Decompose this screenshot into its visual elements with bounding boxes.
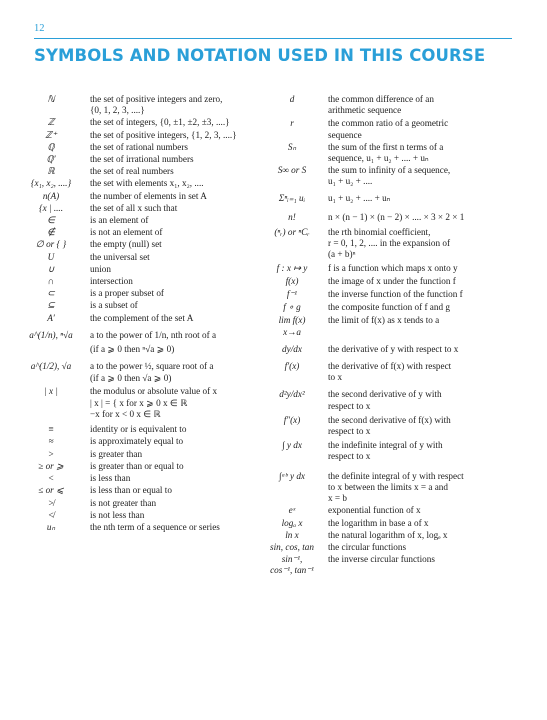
- notation-row: [256, 118, 546, 140]
- notation-description: u₁ + u₂ + .... + uₙ: [328, 192, 391, 203]
- notation-symbol: ℚ: [47, 141, 55, 152]
- notation-symbol: U: [47, 251, 55, 262]
- notation-description: is greater than or equal to: [90, 460, 184, 471]
- notation-symbol: f⁻¹: [286, 289, 298, 300]
- notation-description: the set with elements x₁, x₂, ....: [90, 178, 204, 189]
- notation-description: is less than or equal to: [90, 485, 172, 496]
- notation-description: the circular functions: [328, 541, 407, 552]
- notation-description: is not an element of: [90, 227, 163, 238]
- notation-row: [12, 300, 282, 311]
- notation-symbol: ≯: [47, 497, 55, 508]
- notation-symbol: a^(1/2), √a: [30, 361, 72, 372]
- notation-description: f is a function which maps x onto y: [328, 262, 458, 273]
- notation-description: the image of x under the function f: [328, 275, 456, 286]
- notation-symbol: ≤ or ⩽: [38, 485, 64, 496]
- notation-description: the set of positive integers and zero, {0, 1, 2, 3, ....}: [90, 94, 223, 116]
- notation-symbol: ≡: [47, 424, 55, 435]
- notation-symbol: ∩: [47, 276, 55, 287]
- notation-row: [256, 302, 546, 313]
- right-notation-column: [256, 94, 546, 577]
- notation-row: [256, 142, 546, 164]
- notation-row: [256, 315, 546, 337]
- notation-description: is a subset of: [90, 300, 138, 311]
- notation-symbol: <: [47, 473, 55, 484]
- notation-description: the universal set: [90, 251, 150, 262]
- notation-description: the logarithm in base a of x: [328, 517, 429, 528]
- left-notation-column: [12, 94, 282, 533]
- notation-symbol: ≮: [47, 509, 55, 520]
- notation-description: intersection: [90, 276, 133, 287]
- notation-description: the set of integers, {0, ±1, ±2, ±3, ....}: [90, 117, 230, 128]
- notation-symbol: ∈: [46, 215, 55, 226]
- notation-row: [256, 471, 546, 505]
- notation-row: [12, 203, 282, 214]
- notation-row: [256, 289, 546, 300]
- notation-symbol: dy/dx: [282, 343, 302, 354]
- notation-description: the derivative of y with respect to x: [328, 343, 459, 354]
- notation-row: [12, 361, 282, 372]
- notation-description: the empty (null) set: [90, 239, 162, 250]
- notation-description: the sum to infinity of a sequence, u₁ + u₂ + ....: [328, 165, 451, 187]
- notation-row: [256, 227, 546, 261]
- notation-row: [256, 193, 546, 204]
- notation-row: [256, 440, 546, 462]
- notation-description: identity or is equivalent to: [90, 424, 187, 435]
- notation-symbol: ℚ′: [46, 154, 56, 165]
- notation-symbol: r: [290, 118, 294, 129]
- notation-symbol: f ∘ g: [283, 302, 301, 313]
- notation-row: [256, 263, 546, 274]
- notation-row: [256, 212, 546, 223]
- notation-row: [256, 389, 546, 411]
- notation-description: the common difference of an arithmetic sequence: [328, 94, 434, 116]
- notation-description: the inverse function of the function f: [328, 289, 463, 300]
- notation-symbol: sin, cos, tan: [270, 541, 314, 552]
- notation-description: the second derivative of f(x) with respect to x: [328, 414, 451, 437]
- notation-row: [12, 166, 282, 177]
- notation-row: [12, 130, 282, 141]
- notation-description: a to the power ½, square root of a: [90, 361, 214, 372]
- notation-description: the number of elements in set A: [90, 190, 207, 201]
- notation-description: (if a ⩾ 0 then √a ⩾ 0): [90, 373, 172, 384]
- page-title: SYMBOLS AND NOTATION USED IN THIS COURSE: [34, 46, 486, 65]
- notation-description: the nth term of a sequence or series: [90, 521, 220, 532]
- top-rule: [34, 38, 512, 39]
- notation-row: [12, 252, 282, 263]
- notation-description: the set of all x such that: [90, 202, 178, 213]
- notation-symbol: (ⁿᵣ) or ⁿCᵣ: [274, 227, 310, 238]
- notation-symbol: f(x): [285, 275, 299, 286]
- notation-row: [12, 386, 282, 397]
- notation-symbol: Σⁿᵢ₌₁ uᵢ: [278, 192, 306, 203]
- notation-row: [12, 264, 282, 275]
- notation-symbol: {x | ....: [38, 202, 64, 213]
- notation-description: the set of rational numbers: [90, 141, 188, 152]
- notation-symbol: n!: [288, 211, 296, 222]
- notation-row: [12, 191, 282, 202]
- notation-row: [256, 344, 546, 355]
- notation-row: [12, 498, 282, 509]
- notation-symbol: ∉: [46, 227, 55, 238]
- notation-symbol: d²y/dx²: [279, 389, 305, 400]
- notation-symbol: ℝ: [47, 166, 55, 177]
- notation-symbol: uₙ: [46, 521, 56, 532]
- notation-description: n × (n − 1) × (n − 2) × .... × 3 × 2 × 1: [328, 211, 465, 222]
- notation-description: the inverse circular functions: [328, 554, 435, 565]
- notation-description: the sum of the first n terms of a sequence, u₁ + u₂ + .... + uₙ: [328, 141, 444, 164]
- notation-row: [12, 449, 282, 460]
- notation-symbol: ⊂: [47, 288, 55, 299]
- notation-symbol: ∫ᵃᵇ y dx: [279, 470, 305, 481]
- notation-row: [12, 510, 282, 521]
- notation-row: [12, 485, 282, 496]
- notation-symbol: lim f(x) x→a: [278, 315, 306, 337]
- notation-symbol: ⊆: [47, 300, 55, 311]
- notation-description: the complement of the set A: [90, 312, 194, 323]
- notation-row: [12, 461, 282, 472]
- notation-description: is not less than: [90, 509, 145, 520]
- notation-symbol: ln x: [285, 529, 299, 540]
- notation-symbol: sin⁻¹, cos⁻¹, tan⁻¹: [270, 554, 314, 576]
- notation-symbol: ℕ: [47, 94, 55, 104]
- notation-description: the indefinite integral of y with respect to x: [328, 440, 443, 462]
- notation-row: [256, 505, 546, 516]
- notation-description: is less than: [90, 473, 131, 484]
- notation-description: is an element of: [90, 215, 149, 226]
- notation-row: [12, 117, 282, 128]
- notation-row: [256, 165, 546, 187]
- notation-symbol: A′: [47, 312, 55, 323]
- notation-symbol: Sₙ: [287, 141, 297, 152]
- notation-row: [12, 373, 282, 384]
- notation-row: [12, 330, 282, 341]
- notation-description: the rth binomial coefficient, r = 0, 1, 2, .... in the expansion of (a + b)ⁿ: [328, 227, 451, 260]
- notation-symbol: ≥ or ⩾: [38, 460, 64, 471]
- notation-description: the set of positive integers, {1, 2, 3, ....}: [90, 129, 237, 140]
- notation-symbol: ℤ⁺: [45, 129, 57, 140]
- notation-symbol: ∫ y dx: [282, 440, 302, 451]
- notation-symbol: S∞ or S: [277, 165, 307, 176]
- notation-row: [12, 94, 282, 116]
- notation-row: [12, 142, 282, 153]
- notation-row: [12, 398, 282, 420]
- notation-symbol: logₐ x: [281, 517, 303, 528]
- notation-row: [12, 424, 282, 435]
- notation-row: [12, 313, 282, 324]
- notation-row: [12, 344, 282, 355]
- notation-description: a to the power of 1/n, nth root of a: [90, 329, 217, 340]
- notation-description: the common ratio of a geometric sequence: [328, 118, 449, 140]
- notation-description: is a proper subset of: [90, 288, 164, 299]
- notation-row: [256, 276, 546, 287]
- notation-row: [256, 554, 546, 576]
- notation-symbol: a^(1/n), ⁿ√a: [29, 329, 73, 340]
- notation-description: exponential function of x: [328, 505, 421, 516]
- notation-description: the composite function of f and g: [328, 302, 450, 313]
- notation-description: | x | = { x for x ⩾ 0 x ∈ ℝ −x for x < 0 x ∈ ℝ: [90, 397, 188, 420]
- notation-row: [12, 215, 282, 226]
- notation-description: is greater than: [90, 448, 143, 459]
- notation-description: the set of irrational numbers: [90, 154, 194, 165]
- notation-description: is approximately equal to: [90, 436, 184, 447]
- page-number: 12: [34, 23, 45, 34]
- notation-row: [256, 415, 546, 437]
- notation-description: union: [90, 263, 111, 274]
- notation-row: [12, 288, 282, 299]
- notation-symbol: ∅ or { }: [35, 239, 67, 250]
- notation-symbol: f : x ↦ y: [276, 262, 308, 273]
- notation-description: the limit of f(x) as x tends to a: [328, 315, 440, 326]
- notation-symbol: ≈: [48, 436, 54, 447]
- notation-description: is not greater than: [90, 497, 157, 508]
- notation-row: [12, 276, 282, 287]
- notation-row: [12, 178, 282, 189]
- notation-row: [12, 239, 282, 250]
- notation-description: (if a ⩾ 0 then ⁿ√a ⩾ 0): [90, 344, 175, 355]
- notation-symbol: f″(x): [283, 414, 301, 425]
- notation-row: [12, 436, 282, 447]
- notation-symbol: f′(x): [284, 361, 300, 372]
- notation-symbol: ∪: [47, 263, 55, 274]
- notation-row: [256, 94, 546, 116]
- notation-description: the definite integral of y with respect to x between the limits x = a and x = b: [328, 470, 464, 504]
- notation-row: [12, 154, 282, 165]
- notation-row: [12, 227, 282, 238]
- notation-row: [256, 542, 546, 553]
- notation-symbol: n(A): [42, 190, 60, 201]
- notation-row: [12, 522, 282, 533]
- notation-description: the natural logarithm of x, logₑ x: [328, 529, 448, 540]
- notation-description: the set of real numbers: [90, 166, 174, 177]
- notation-symbol: >: [47, 448, 55, 459]
- notation-row: [12, 473, 282, 484]
- notation-symbol: ℤ: [47, 117, 55, 128]
- notation-symbol: {x₁, x₂, ....}: [30, 178, 72, 189]
- notation-row: [256, 361, 546, 383]
- notation-row: [256, 518, 546, 529]
- notation-symbol: | x |: [44, 385, 58, 396]
- notation-description: the derivative of f(x) with respect to x: [328, 361, 452, 383]
- notation-description: the modulus or absolute value of x: [90, 385, 218, 396]
- notation-symbol: d: [289, 94, 295, 104]
- notation-symbol: eˣ: [288, 505, 296, 516]
- notation-description: the second derivative of y with respect to x: [328, 389, 442, 411]
- notation-row: [256, 530, 546, 541]
